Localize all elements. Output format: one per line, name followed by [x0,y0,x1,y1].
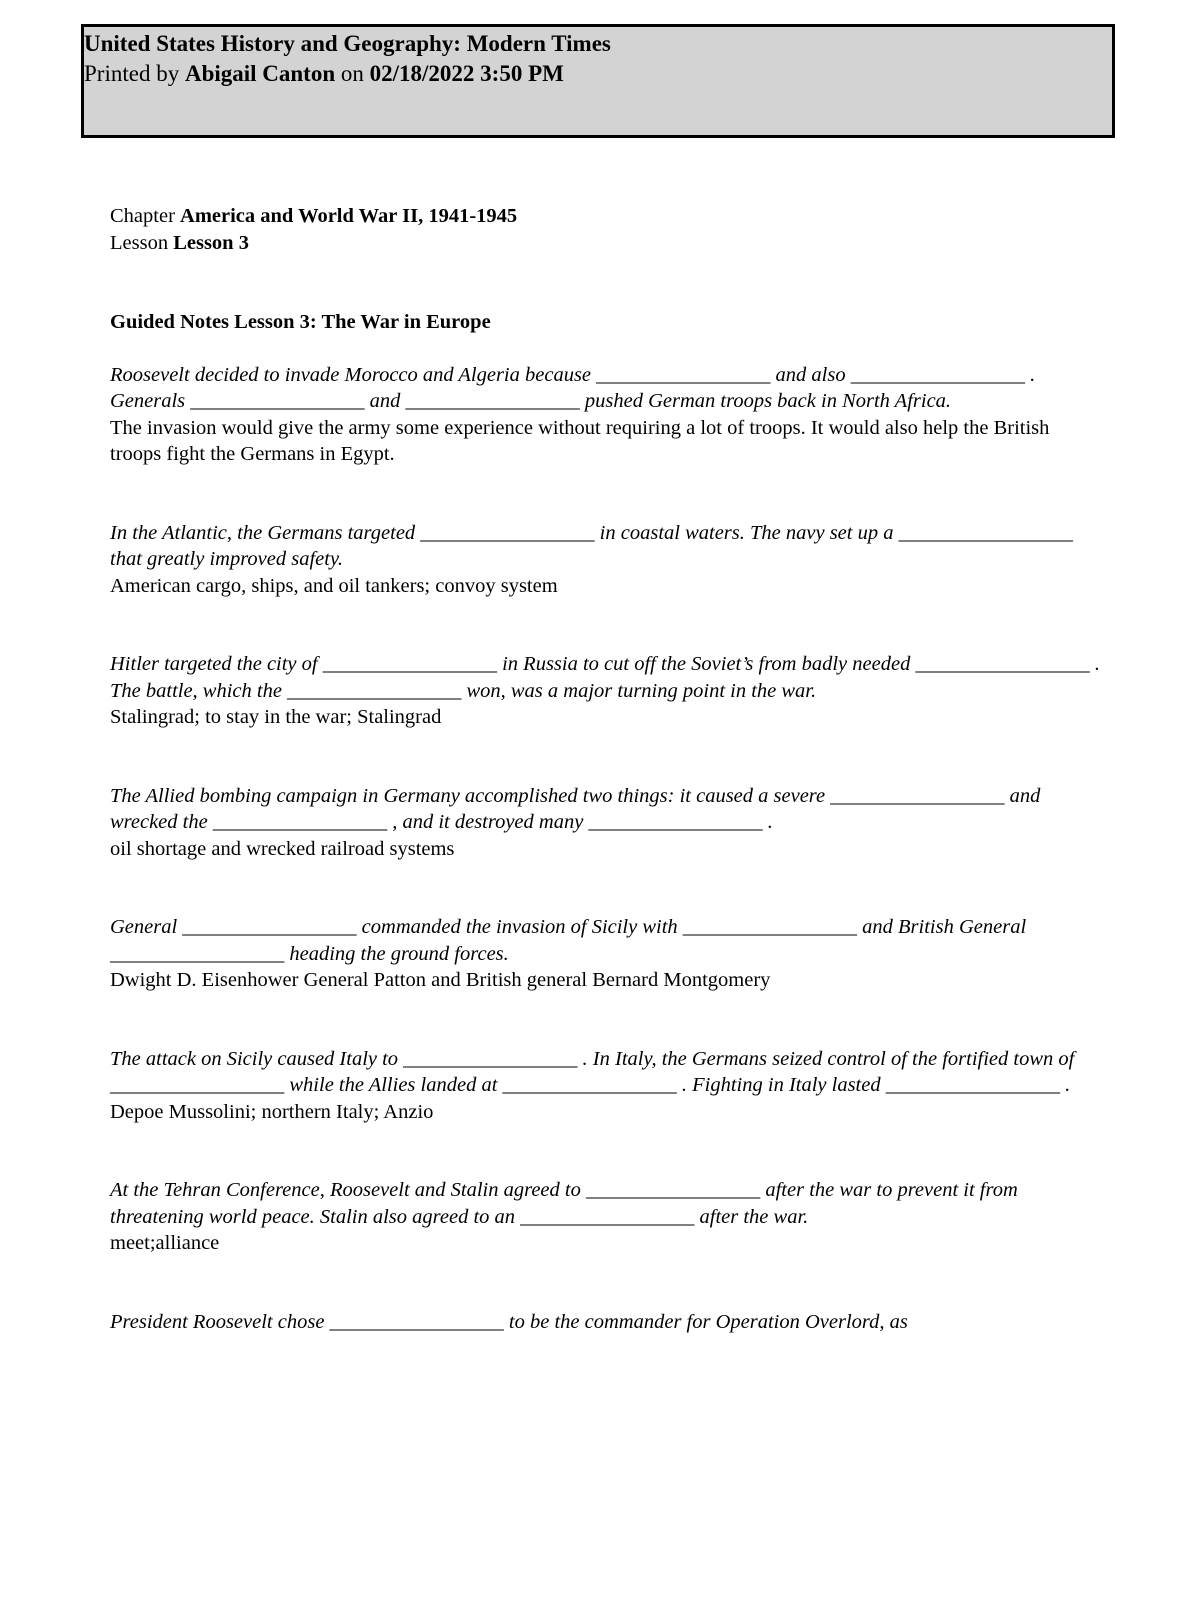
note-item [110,1177,1100,1257]
question-text: At the Tehran Conference, Roosevelt and Stalin agreed to _________________ after the war to prevent it from threatening world peace. Stalin also agreed to an _________________ after the war. [110,1179,1018,1228]
note-item [110,783,1100,863]
answer-text: oil shortage and wrecked railroad systems [110,837,455,860]
chapter-value: America and World War II, 1941-1945 [180,205,518,227]
question-text: The Allied bombing campaign in Germany accomplished two things: it caused a severe _________________ and wrecked the _________________ , and it destroyed many _________________ . [110,784,1041,833]
note-item [110,914,1100,994]
document-content [110,203,1100,1335]
note-item [110,362,1100,468]
note-item [110,651,1100,731]
answer-text: American cargo, ships, and oil tankers; convoy system [110,574,558,597]
lesson-value: Lesson 3 [173,231,249,254]
answer-text: The invasion would give the army some experience without requiring a lot of troops. It would also help the British troops fight the Germans in Egypt. [110,416,1050,465]
note-item [110,520,1100,600]
document-title: United States History and Geography: Modern Times [84,31,611,56]
printed-prefix: Printed by [84,61,185,86]
answer-text: Stalingrad; to stay in the war; Stalingrad [110,706,442,728]
section-title: Guided Notes Lesson 3: The War in Europe [110,311,491,333]
lesson-line [110,230,1100,257]
print-header [81,24,1115,138]
question-text: Hitler targeted the city of _________________ in Russia to cut off the Soviet’s from badly needed _________________ . The battle, which the _________________ won, was a major turning point in the war. [110,653,1100,702]
question-text: Roosevelt decided to invade Morocco and Algeria because _________________ and also _________________ . Generals _________________ and _________________ pushed German troops back in North Africa. [110,363,1036,412]
printed-name: Abigail Canton [184,61,336,86]
question-text: General _________________ commanded the invasion of Sicily with _________________ and British General _________________ heading the ground forces. [110,916,1027,965]
printed-on: on [335,61,370,86]
printed-by-line [84,59,1112,89]
chapter-line [110,203,1100,230]
note-item [110,1046,1100,1126]
chapter-label: Chapter [110,205,181,227]
note-item [110,1309,1100,1336]
answer-text: meet;alliance [110,1232,220,1254]
printed-datetime: 02/18/2022 3:50 PM [369,61,564,86]
question-text: The attack on Sicily caused Italy to _________________ . In Italy, the Germans seized control of the fortified town of _________________ while the Allies landed at _________________ . Fighting in Italy lasted _________________ . [110,1047,1075,1096]
answer-text: Depoe Mussolini; northern Italy; Anzio [110,1100,434,1123]
question-text: In the Atlantic, the Germans targeted _________________ in coastal waters. The navy set up a _________________ that greatly improved safety. [110,521,1073,570]
answer-text: Dwight D. Eisenhower General Patton and British general Bernard Montgomery [110,969,771,991]
lesson-label: Lesson [110,231,174,254]
question-text: President Roosevelt chose _________________ to be the commander for Operation Overlord, as [110,1310,908,1333]
